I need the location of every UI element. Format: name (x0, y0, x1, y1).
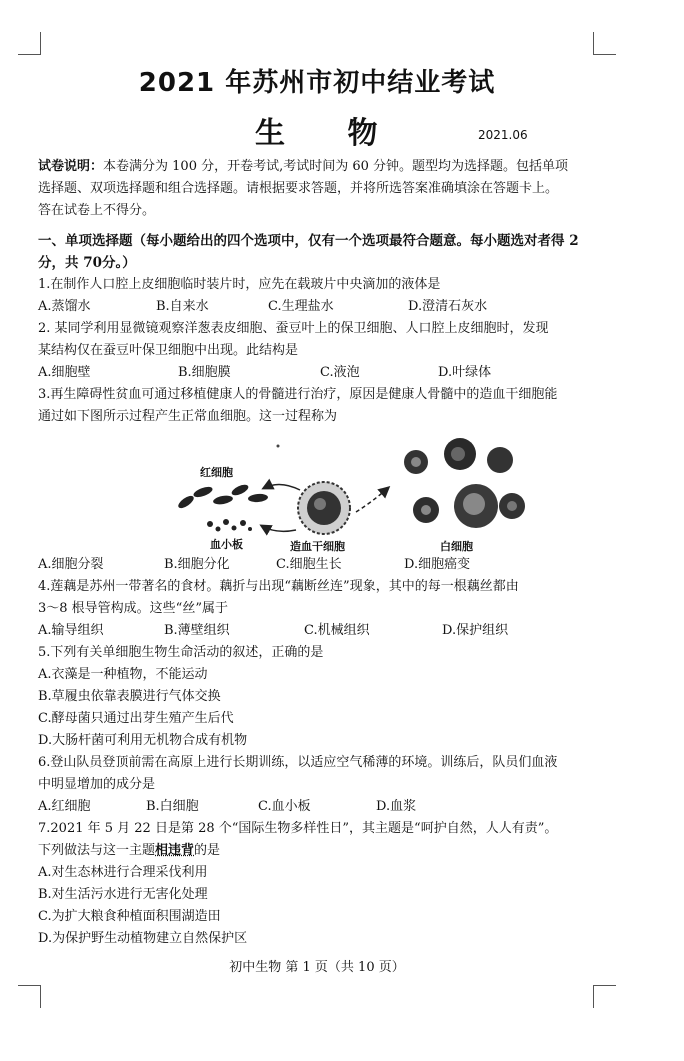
question-3 (38, 384, 598, 576)
question-7 (38, 818, 598, 950)
option-a: A.细胞分裂 (38, 557, 104, 572)
option-c: C.液泡 (320, 365, 360, 380)
option-b: B.细胞分化 (164, 557, 230, 572)
option-a: A.蒸馏水 (38, 299, 91, 314)
options-row (38, 296, 598, 318)
option-d: D.保护组织 (442, 623, 509, 638)
option-c: C.为扩大粮食种植面积围湖造田 (38, 909, 221, 924)
instructions-label: 试卷说明： (38, 159, 104, 174)
crop-mark-bottom-left (18, 985, 41, 1008)
instructions-line3: 答在试卷上不得分。 (38, 203, 156, 218)
option-c: C.机械组织 (304, 623, 370, 638)
question-stem-cont: 下列做法与这一主题相违背的是 (38, 843, 221, 858)
option-d: D.澄清石灰水 (408, 299, 488, 314)
platelets (207, 519, 252, 532)
stem-cell (298, 482, 350, 534)
label-red-blood-cell: 红细胞 (200, 466, 233, 479)
options-row (38, 362, 598, 384)
question-stem-cont: 某结构仅在蚕豆叶保卫细胞中出现。此结构是 (38, 343, 299, 358)
question-stem-cont: 通过如下图所示过程产生正常血细胞。这一过程称为 (38, 409, 338, 424)
option-b: B.对生活污水进行无害化处理 (38, 887, 208, 902)
exam-title: 2021 年苏州市初中结业考试 (138, 68, 496, 98)
question-stem: 7.2021 年 5 月 22 日是第 28 个“国际生物多样性日”，其主题是“呵护自然，人人有责”。 (38, 821, 558, 836)
option-d: D.血浆 (376, 799, 417, 814)
option-d: D.大肠杆菌可利用无机物合成有机物 (38, 733, 248, 748)
question-4 (38, 576, 598, 642)
label-white-blood-cell: 白细胞 (440, 540, 473, 553)
section-heading: 一、单项选择题（每小题给出的四个选项中，仅有一个选项最符合题意。每小题选对者得 2 分，共 70分。） (38, 233, 579, 271)
question-stem: 2. 某同学利用显微镜观察洋葱表皮细胞、蚕豆叶上的保卫细胞、人口腔上皮细胞时，发现 (38, 321, 549, 336)
question-stem-cont: 3～8 根导管构成。这些“丝”属于 (38, 601, 228, 616)
question-stem: 5.下列有关单细胞生物生命活动的叙述，正确的是 (38, 645, 324, 660)
option-d: D.细胞癌变 (404, 557, 471, 572)
options-row (38, 796, 598, 818)
option-c: C.酵母菌只通过出芽生殖产生后代 (38, 711, 234, 726)
option-b: B.薄壁组织 (164, 623, 230, 638)
option-b: B.草履虫依靠表膜进行气体交换 (38, 689, 221, 704)
options-row (38, 620, 598, 642)
instructions (38, 156, 598, 222)
question-6 (38, 752, 598, 818)
crop-mark-top-right (593, 32, 616, 55)
subject-title: 生 物 (255, 116, 404, 151)
option-b: B.自来水 (156, 299, 209, 314)
label-stem-cell: 造血干细胞 (290, 540, 345, 553)
white-blood-cells (404, 438, 525, 528)
emphasis-text: 相违背 (155, 843, 195, 858)
question-stem: 1.在制作人口腔上皮细胞临时装片时，应先在载玻片中央滴加的液体是 (38, 277, 441, 292)
exam-date: 2021.06 (478, 128, 528, 142)
option-a: A.输导组织 (38, 623, 104, 638)
option-a: A.对生态林进行合理采伐利用 (38, 865, 208, 880)
instructions-line2: 选择题、双项选择题和组合选择题。请根据要求答题，并将所选答案准确填涂在答题卡上。 (38, 181, 559, 196)
option-b: B.白细胞 (146, 799, 199, 814)
instructions-line1: 本卷满分为 100 分，开卷考试,考试时间为 60 分钟。题型均为选择题。包括单项 (103, 159, 569, 174)
option-d: D.叶绿体 (438, 365, 492, 380)
question-stem: 4.莲藕是苏州一带著名的食材。藕折与出现“藕断丝连”现象，其中的每一根藕丝都由 (38, 579, 519, 594)
blood-cell-diagram (38, 432, 598, 552)
crop-mark-bottom-right (593, 985, 616, 1008)
option-c: C.血小板 (258, 799, 311, 814)
option-b: B.细胞膜 (178, 365, 231, 380)
question-5 (38, 642, 598, 752)
red-blood-cells (176, 483, 268, 511)
exam-body (38, 156, 598, 950)
question-stem: 6.登山队员登顶前需在高原上进行长期训练，以适应空气稀薄的环境。训练后，队员们血液 (38, 755, 558, 770)
label-platelet: 血小板 (210, 538, 243, 551)
option-a: A.红细胞 (38, 799, 91, 814)
question-2 (38, 318, 598, 384)
blood-cell-figure (38, 432, 598, 552)
option-c: C.生理盐水 (268, 299, 334, 314)
option-d: D.为保护野生动植物建立自然保护区 (38, 931, 248, 946)
option-c: C.细胞生长 (276, 557, 342, 572)
question-1 (38, 274, 598, 318)
question-stem-cont: 中明显增加的成分是 (38, 777, 156, 792)
option-a: A.衣藻是一种植物，不能运动 (38, 667, 208, 682)
question-stem: 3.再生障碍性贫血可通过移植健康人的骨髓进行治疗，原因是健康人骨髓中的造血干细胞能 (38, 387, 558, 402)
option-a: A.细胞壁 (38, 365, 91, 380)
crop-mark-top-left (18, 32, 41, 55)
page-footer: 初中生物 第 1 页（共 10 页） (229, 960, 405, 975)
